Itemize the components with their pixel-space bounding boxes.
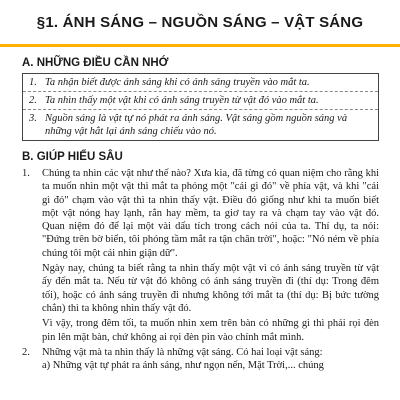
section-b-body — [22, 167, 379, 372]
summary-item-text: Ta nhìn thấy một vật khi có ánh sáng truyền từ vật đó vào mắt ta. — [45, 95, 319, 106]
title-band — [0, 0, 400, 47]
item-number: 2. — [22, 346, 30, 358]
summary-item-text: Ta nhận biết được ánh sáng khi có ánh sáng truyền vào mắt ta. — [45, 77, 310, 88]
list-item — [22, 346, 379, 373]
summary-box — [22, 73, 379, 141]
paragraph: Ngày nay, chúng ta biết rằng ta nhìn thấy một vật vì có ánh sáng truyền từ vật ấy đến mắt ta. Nếu từ vật đó không có ánh sáng truyền đi (thí dụ: Trong đêm tối), hoặc có ánh sáng truyền đi nhưng không tới mắt ta (thí dụ: Bị bức tường chắn) thì ta không nhìn thấy vật đó. — [42, 263, 379, 314]
summary-item-number: 1. — [29, 77, 37, 88]
paragraph: Chúng ta nhìn các vật như thế nào? Xưa kia, đã từng có quan niệm cho rằng khi ta muốn nhìn một vật thì mắt ta phóng một "cái gì đó" về phía vật, và khi "cái gì đó" chạm vào vật thì ta nhìn thấy vật. Điều đó giống như khi ta muốn biết một vật nóng hay lạnh, rắn hay mềm, ta giơ tay ra và chạm tay vào vật đó. Quan niệm đó để lại một vài dấu tích trong cách nói của ta. Thí dụ, ta nói: "Đứng trên bờ biển, tôi phóng tầm mắt ra tận chân trời", hoặc: "Nó ném về phía chúng tôi một cái nhìn giận dữ". — [42, 168, 379, 259]
list-item — [22, 167, 379, 344]
section-b-heading: B. GIÚP HIỂU SÂU — [22, 151, 123, 163]
summary-item-text: Nguồn sáng là vật tự nó phát ra ánh sáng. Vật sáng gồm nguồn sáng và những vật hắt lại ánh sáng chiếu vào nó. — [45, 113, 348, 137]
summary-item-number: 3. — [29, 113, 37, 124]
section-a-heading: A. NHỮNG ĐIỀU CẦN NHỚ — [22, 57, 169, 69]
summary-item — [23, 74, 378, 92]
paragraph: Vì vậy, trong đêm tối, ta muốn nhìn xem trên bàn có những gì thì phải rọi đèn pin lên mặt bàn, chứ không ai rọi đèn pin vào chính mắt mình. — [42, 318, 379, 343]
item-number: 1. — [22, 168, 30, 179]
summary-item — [23, 110, 378, 140]
summary-item — [23, 92, 378, 110]
page-title: §1. ÁNH SÁNG – NGUỒN SÁNG – VẬT SÁNG — [36, 13, 364, 31]
summary-item-number: 2. — [29, 95, 37, 106]
sub-paragraph: a) Những vật tự phát ra ánh sáng, như ngọn nến, Mặt Trời,... chúng — [42, 360, 324, 372]
paragraph: Những vật mà ta nhìn thấy là những vật sáng. Có hai loại vật sáng: — [42, 346, 323, 358]
